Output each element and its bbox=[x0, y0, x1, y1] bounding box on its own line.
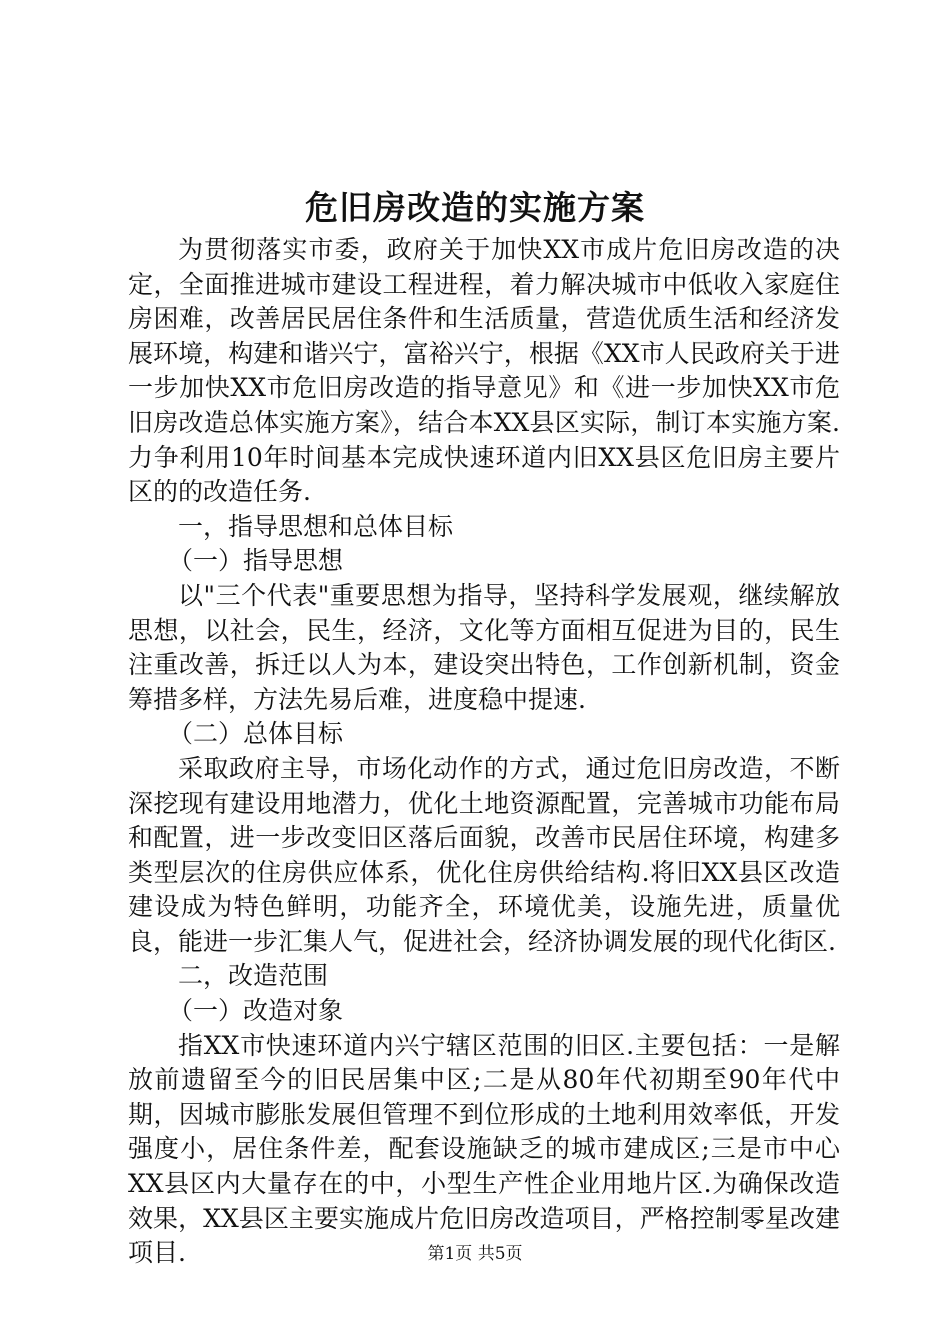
subsection-heading-overall-goal: （二）总体目标 bbox=[168, 719, 344, 749]
subsection-heading-target: （一）改造对象 bbox=[168, 996, 344, 1026]
page-number-footer: 第1页 共5页 bbox=[427, 1244, 523, 1264]
guiding-thought-paragraph: 以"三个代表"重要思想为指导，坚持科学发展观，继续解放思想，以社会，民生，经济，文化等方面相互促进为目的，民生注重改善，拆迁以人为本，建设突出特色，工作创新机制，资金筹措多样，方法先易后难，进度稳中提速. bbox=[128, 580, 840, 714]
section-heading-2: 二，改造范围 bbox=[178, 961, 329, 991]
section-heading-1: 一，指导思想和总体目标 bbox=[178, 511, 454, 541]
subsection-heading-guiding-thought: （一）指导思想 bbox=[168, 546, 344, 576]
overall-goal-paragraph: 采取政府主导，市场化动作的方式，通过危旧房改造，不断深挖现有建设用地潜力，优化土地资源配置，完善城市功能布局和配置，进一步改变旧区落后面貌，改善市民居住环境，构建多类型层次的住房供应体系，优化住房供给结构.将旧XX县区改造建设成为特色鲜明，功能齐全，环境优美，设施先进，质量优良，能进一步汇集人气，促进社会，经济协调发展的现代化街区. bbox=[128, 753, 840, 956]
document-body bbox=[128, 233, 840, 1271]
document-title: 危旧房改造的实施方案 bbox=[305, 188, 645, 227]
intro-paragraph: 为贯彻落实市委，政府关于加快XX市成片危旧房改造的决定，全面推进城市建设工程进程，着力解决城市中低收入家庭住房困难，改善居民居住条件和生活质量，营造优质生活和经济发展环境，构建和谐兴宁，富裕兴宁，根据《XX市人民政府关于进一步加快XX市危旧房改造的指导意见》和《进一步加快XX市危旧房改造总体实施方案》，结合本XX县区实际，制订本实施方案.力争利用10年时间基本完成快速环道内旧XX县区危旧房主要片区的的改造任务. bbox=[128, 235, 840, 507]
target-paragraph: 指XX市快速环道内兴宁辖区范围的旧区.主要包括：一是解放前遗留至今的旧民居集中区;二是从80年代初期至90年代中期，因城市膨胀发展但管理不到位形成的土地利用效率低，开发强度小，居住条件差，配套设施缺乏的城市建成区;三是市中心XX县区内大量存在的中，小型生产性企业用地片区.为确保改造效果，XX县区主要实施成片危旧房改造项目，严格控制零星改建项目. bbox=[128, 1030, 840, 1268]
